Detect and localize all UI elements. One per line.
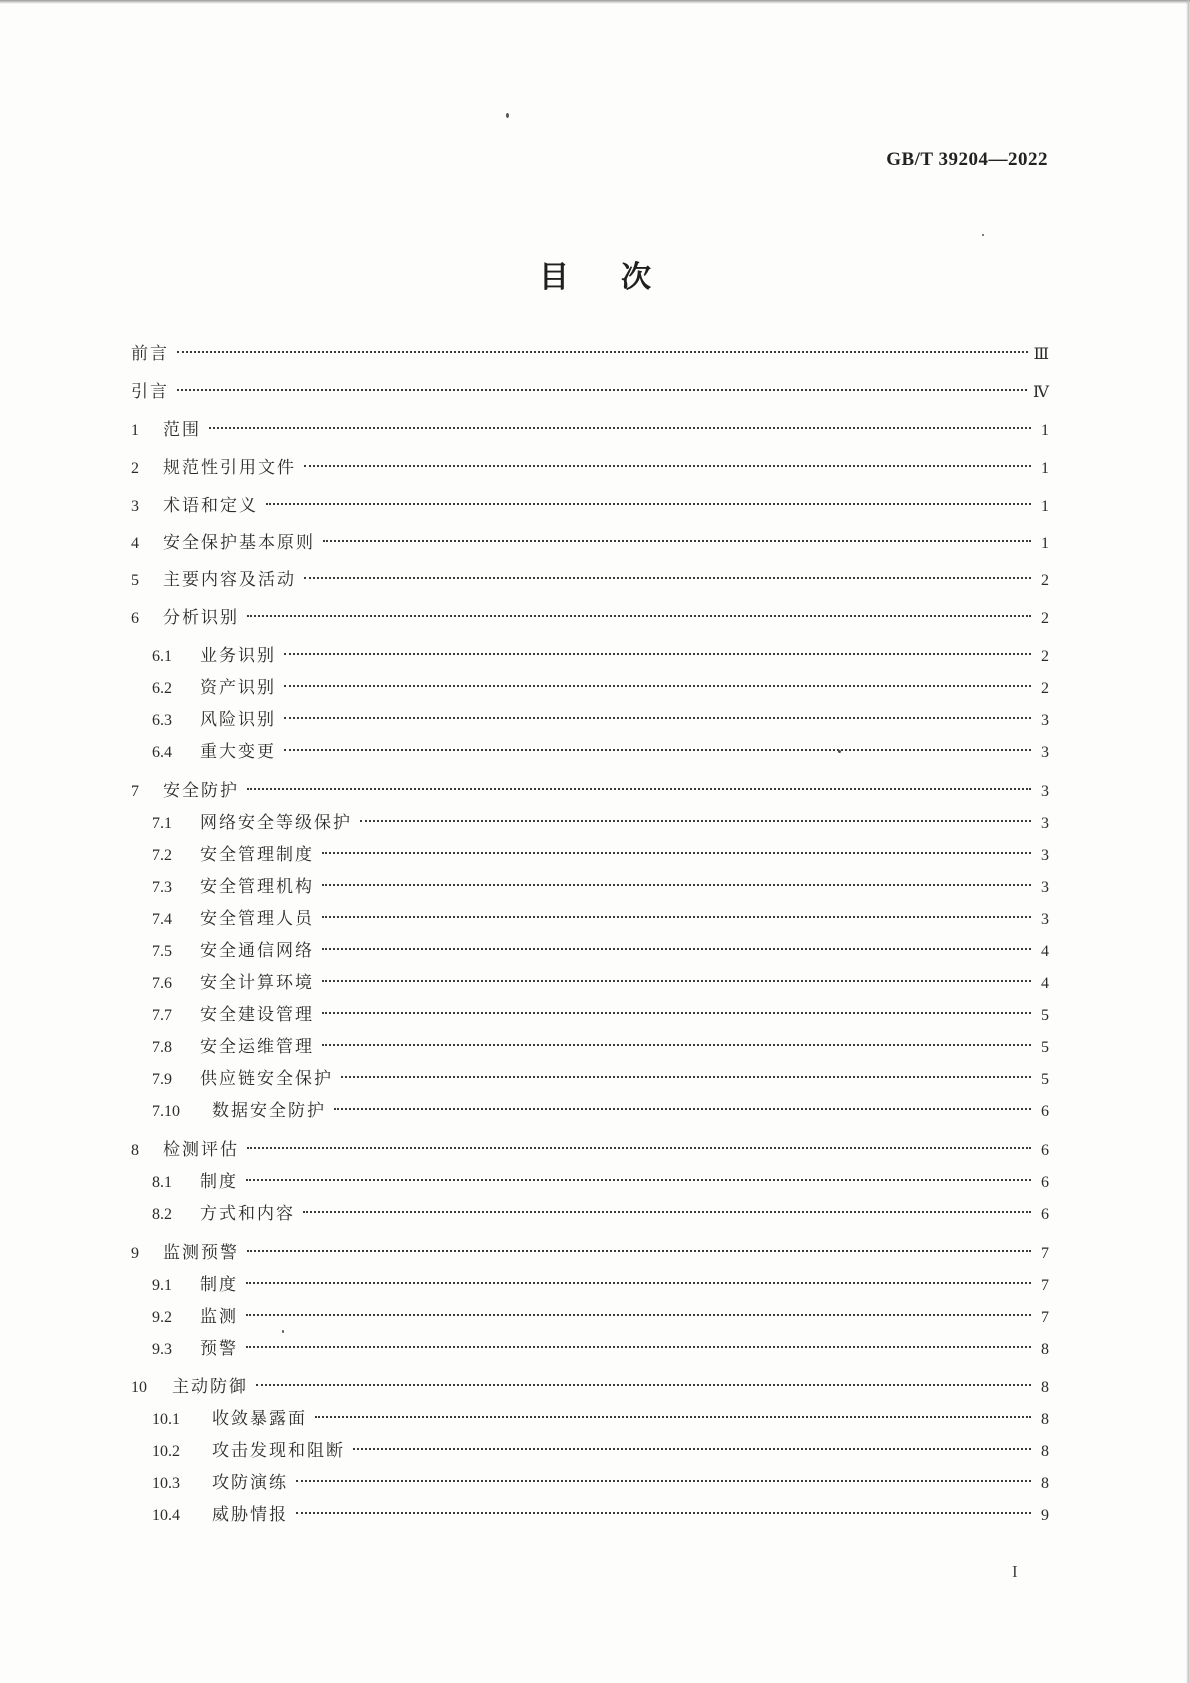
- toc-entry[interactable]: [131, 531, 1049, 556]
- dot-leader: [247, 1250, 1031, 1252]
- dot-leader: [247, 788, 1031, 790]
- toc-entry[interactable]: [152, 1003, 1049, 1028]
- toc-entry-number: 6: [131, 610, 139, 627]
- toc-entry-page-number: 9: [1041, 1507, 1049, 1524]
- toc-entry-number: 7.2: [152, 847, 172, 864]
- toc-entry-number: 8.1: [152, 1174, 172, 1191]
- toc-entry-label: 监测: [200, 1307, 238, 1327]
- toc-entry-label: 安全管理机构: [200, 877, 314, 897]
- toc-entry-page-number: 8: [1041, 1475, 1049, 1492]
- toc-entry-page-number: 4: [1041, 975, 1049, 992]
- dot-leader: [304, 465, 1031, 467]
- toc-entry-page-number: 3: [1041, 712, 1049, 729]
- toc-entry-number: 9.3: [152, 1341, 172, 1358]
- toc-entry[interactable]: [152, 1305, 1049, 1330]
- toc-entry-label: 安全运维管理: [200, 1037, 314, 1057]
- toc-entry-number: 7.9: [152, 1071, 172, 1088]
- document-code: GB/T 39204—2022: [886, 149, 1048, 170]
- toc-entry-number: 3: [131, 498, 139, 515]
- toc-entry-number: 7.7: [152, 1007, 172, 1024]
- toc-entry-label: 制度: [200, 1275, 238, 1295]
- toc-entry-label: 预警: [200, 1339, 238, 1359]
- toc-entry-label: 制度: [200, 1172, 238, 1192]
- toc-entry-page-number: 3: [1041, 879, 1049, 896]
- toc-entry-label: 主要内容及活动: [163, 570, 296, 590]
- toc-entry[interactable]: [152, 740, 1049, 765]
- dot-leader: [341, 1076, 1031, 1078]
- dot-leader: [296, 1480, 1031, 1482]
- toc-entry-page-number: 7: [1041, 1309, 1049, 1326]
- toc-entry-label: 安全管理人员: [200, 909, 314, 929]
- toc-entry[interactable]: [131, 418, 1049, 443]
- toc-entry[interactable]: [131, 456, 1049, 481]
- toc-entry-label: 方式和内容: [200, 1204, 295, 1224]
- toc-entry[interactable]: [152, 644, 1049, 669]
- toc-entry[interactable]: [131, 606, 1049, 631]
- toc-entry[interactable]: [152, 1503, 1049, 1528]
- toc-entry-page-number: 2: [1041, 648, 1049, 665]
- toc-entry-number: 7.6: [152, 975, 172, 992]
- toc-entry-label: 安全建设管理: [200, 1005, 314, 1025]
- dot-leader: [247, 1147, 1031, 1149]
- toc-entry-label: 供应链安全保护: [200, 1069, 333, 1089]
- toc-entry[interactable]: [152, 875, 1049, 900]
- toc-entry-number: 10.1: [152, 1411, 180, 1428]
- toc-entry-number: 7.10: [152, 1103, 180, 1120]
- toc-entry[interactable]: [152, 971, 1049, 996]
- toc-entry-label: 安全通信网络: [200, 941, 314, 961]
- toc-entry-number: 8: [131, 1142, 139, 1159]
- toc-entry-page-number: 2: [1041, 610, 1049, 627]
- toc-entry[interactable]: [152, 1407, 1049, 1432]
- toc-entry[interactable]: [152, 1099, 1049, 1124]
- dot-leader: [296, 1512, 1031, 1514]
- toc-entry-number: 9.2: [152, 1309, 172, 1326]
- dot-leader: [322, 916, 1031, 918]
- toc-entry[interactable]: [131, 1375, 1049, 1400]
- toc-entry-label: 分析识别: [163, 608, 239, 628]
- toc-entry-page-number: 3: [1041, 911, 1049, 928]
- toc-entry-number: 9.1: [152, 1277, 172, 1294]
- toc-entry-page-number: 6: [1041, 1206, 1049, 1223]
- toc-entry-page-number: 8: [1041, 1341, 1049, 1358]
- toc-entry-page-number: Ⅲ: [1033, 346, 1049, 363]
- toc-entry-page-number: 5: [1041, 1039, 1049, 1056]
- toc-entry[interactable]: [152, 1337, 1049, 1362]
- dot-leader: [177, 389, 1027, 391]
- toc-entry-label: 安全管理制度: [200, 845, 314, 865]
- toc-entry-label: 业务识别: [200, 646, 276, 666]
- dot-leader: [284, 749, 1031, 751]
- dot-leader: [256, 1384, 1031, 1386]
- dot-leader: [209, 427, 1031, 429]
- dot-leader: [177, 351, 1028, 353]
- toc-entry-number: 6.3: [152, 712, 172, 729]
- toc-entry-page-number: 3: [1041, 847, 1049, 864]
- toc-entry-number: 6.2: [152, 680, 172, 697]
- toc-entry-number: 7.4: [152, 911, 172, 928]
- toc-entry[interactable]: [152, 1273, 1049, 1298]
- toc-entry-number: 7.3: [152, 879, 172, 896]
- toc-entry[interactable]: [131, 494, 1049, 519]
- dot-leader: [322, 948, 1031, 950]
- page-number: I: [1012, 1562, 1018, 1581]
- toc-entry[interactable]: [152, 1035, 1049, 1060]
- toc-entry[interactable]: [152, 1471, 1049, 1496]
- toc-entry-page-number: 7: [1041, 1245, 1049, 1262]
- dot-leader: [247, 615, 1031, 617]
- toc-entry-number: 8.2: [152, 1206, 172, 1223]
- toc-entry[interactable]: [152, 708, 1049, 733]
- toc-entry-page-number: 7: [1041, 1277, 1049, 1294]
- toc-entry-page-number: 6: [1041, 1103, 1049, 1120]
- dot-leader: [322, 980, 1031, 982]
- toc-entry-label: 攻防演练: [212, 1473, 288, 1493]
- dot-leader: [315, 1416, 1031, 1418]
- toc-title: 目次: [539, 260, 703, 295]
- dot-leader: [322, 852, 1031, 854]
- dot-leader: [304, 577, 1031, 579]
- toc-entry-number: 9: [131, 1245, 139, 1262]
- toc-entry-label: 引言: [131, 382, 169, 402]
- toc-entry[interactable]: [131, 1138, 1049, 1163]
- toc-entry-page-number: 1: [1041, 460, 1049, 477]
- toc-entry-label: 风险识别: [200, 710, 276, 730]
- toc-entry-page-number: 8: [1041, 1379, 1049, 1396]
- toc-entry-label: 检测评估: [163, 1140, 239, 1160]
- toc-entry-page-number: 3: [1041, 815, 1049, 832]
- toc-entry-page-number: 5: [1041, 1071, 1049, 1088]
- toc-entry-label: 威胁情报: [212, 1505, 288, 1525]
- dot-leader: [353, 1448, 1031, 1450]
- toc-entry-label: 安全保护基本原则: [163, 533, 315, 553]
- toc-entry-label: 规范性引用文件: [163, 458, 296, 478]
- toc-entry[interactable]: [131, 342, 1049, 367]
- toc-entry-page-number: 1: [1041, 535, 1049, 552]
- toc-entry[interactable]: [152, 676, 1049, 701]
- dot-leader: [266, 503, 1031, 505]
- toc-entry[interactable]: [152, 907, 1049, 932]
- dot-leader: [322, 1044, 1031, 1046]
- dot-leader: [284, 717, 1031, 719]
- dot-leader: [246, 1346, 1031, 1348]
- toc-entry[interactable]: [131, 779, 1049, 804]
- toc-entry-page-number: 3: [1041, 744, 1049, 761]
- dot-leader: [246, 1179, 1031, 1181]
- toc-entry-number: 7: [131, 783, 139, 800]
- toc-entry-label: 收敛暴露面: [212, 1409, 307, 1429]
- dot-leader: [322, 1012, 1031, 1014]
- toc-entry[interactable]: [152, 843, 1049, 868]
- toc-entry-label: 安全防护: [163, 781, 239, 801]
- toc-entry-number: 6.4: [152, 744, 172, 761]
- dot-leader: [284, 685, 1031, 687]
- toc-entry[interactable]: [152, 1170, 1049, 1195]
- dot-leader: [322, 884, 1031, 886]
- toc-entry-number: 4: [131, 535, 139, 552]
- toc-entry[interactable]: [131, 380, 1049, 405]
- toc-entry-page-number: 8: [1041, 1411, 1049, 1428]
- toc-entry-number: 7.1: [152, 815, 172, 832]
- toc-entry-number: 10.4: [152, 1507, 180, 1524]
- toc-entry-number: 2: [131, 460, 139, 477]
- dot-leader: [246, 1314, 1031, 1316]
- toc-entry-label: 资产识别: [200, 678, 276, 698]
- toc-entry-label: 网络安全等级保护: [200, 813, 352, 833]
- toc-entry-page-number: 6: [1041, 1174, 1049, 1191]
- toc-entry-page-number: 1: [1041, 422, 1049, 439]
- toc-entry-page-number: 3: [1041, 783, 1049, 800]
- toc-entry[interactable]: [152, 939, 1049, 964]
- toc-entry[interactable]: [131, 568, 1049, 593]
- toc-entry-page-number: 6: [1041, 1142, 1049, 1159]
- toc-entry-number: 7.5: [152, 943, 172, 960]
- toc-entry-label: 安全计算环境: [200, 973, 314, 993]
- toc-entry-page-number: Ⅳ: [1033, 384, 1049, 401]
- toc-entry-page-number: 5: [1041, 1007, 1049, 1024]
- toc-entry[interactable]: [152, 1202, 1049, 1227]
- toc-entry-label: 攻击发现和阻断: [212, 1441, 345, 1461]
- toc-entry-number: 10.2: [152, 1443, 180, 1460]
- toc-entry-number: 10.3: [152, 1475, 180, 1492]
- toc-entry-page-number: 8: [1041, 1443, 1049, 1460]
- toc-entry[interactable]: [131, 1241, 1049, 1266]
- toc-entry-label: 范围: [163, 420, 201, 440]
- dot-leader: [284, 653, 1031, 655]
- toc-entry-page-number: 1: [1041, 498, 1049, 515]
- toc-entry-page-number: 2: [1041, 680, 1049, 697]
- toc-entry-number: 10: [131, 1379, 147, 1396]
- dot-leader: [360, 820, 1031, 822]
- toc-entry-number: 7.8: [152, 1039, 172, 1056]
- toc-entry-page-number: 4: [1041, 943, 1049, 960]
- toc-entry-label: 监测预警: [163, 1243, 239, 1263]
- toc-entry-number: 1: [131, 422, 139, 439]
- toc-entry-label: 前言: [131, 344, 169, 364]
- dot-leader: [303, 1211, 1031, 1213]
- toc-entry-label: 术语和定义: [163, 496, 258, 516]
- toc-entry-label: 重大变更: [200, 742, 276, 762]
- toc-entry-label: 主动防御: [172, 1377, 248, 1397]
- toc-entry[interactable]: [152, 1067, 1049, 1092]
- toc-entry-label: 数据安全防护: [212, 1101, 326, 1121]
- dot-leader: [334, 1108, 1031, 1110]
- toc-entry-number: 6.1: [152, 648, 172, 665]
- toc-entry-page-number: 2: [1041, 572, 1049, 589]
- dot-leader: [323, 540, 1031, 542]
- toc-entry-number: 5: [131, 572, 139, 589]
- toc-entry[interactable]: [152, 1439, 1049, 1464]
- dot-leader: [246, 1282, 1031, 1284]
- toc-entry[interactable]: [152, 811, 1049, 836]
